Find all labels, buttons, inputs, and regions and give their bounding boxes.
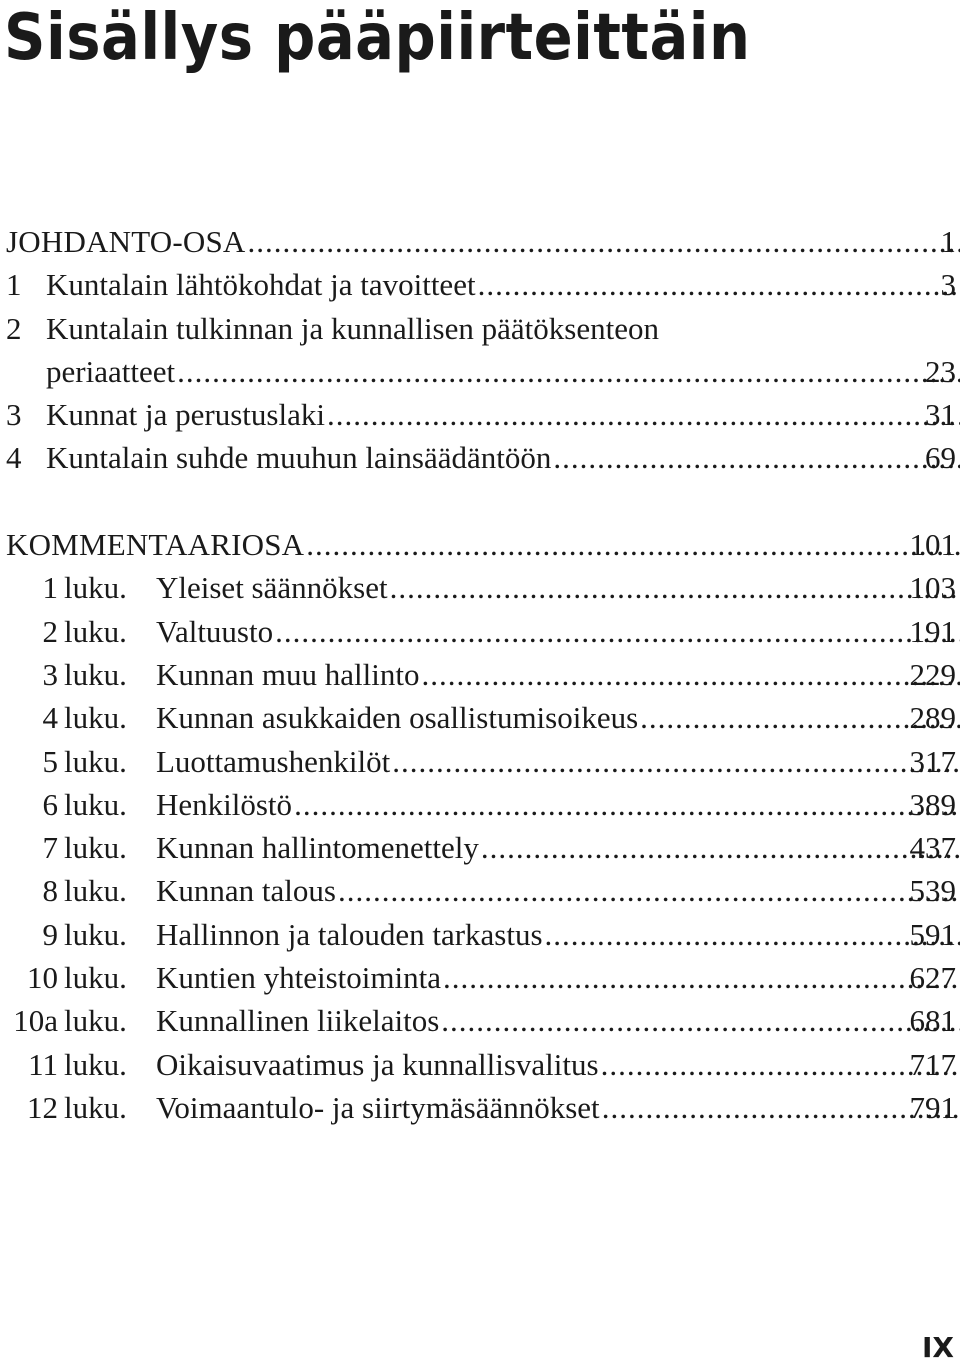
toc-entry-page: 681 — [909, 1003, 956, 1039]
toc-entry-number: 2 — [6, 310, 22, 346]
chapter-word: luku. — [64, 656, 127, 692]
toc-entry[interactable] — [0, 307, 960, 350]
toc-entry-title: Kunnan talous — [156, 873, 336, 909]
chapter-word: luku. — [64, 700, 127, 736]
toc-chapter-entry[interactable] — [0, 956, 960, 999]
chapter-number: 10 — [27, 960, 58, 996]
dot-leader — [545, 913, 960, 956]
toc-entry[interactable] — [0, 263, 960, 306]
dot-leader — [248, 220, 960, 263]
toc-entry-page: 23 — [925, 353, 956, 389]
dot-leader — [553, 436, 960, 479]
toc-entry-page: 627 — [909, 960, 956, 996]
toc-chapter-entry[interactable] — [0, 1043, 960, 1086]
toc-entry-page: 289 — [909, 700, 956, 736]
toc-entry-page: 69 — [925, 440, 956, 476]
toc-entry-title: Henkilöstö — [156, 786, 293, 822]
chapter-word: luku. — [64, 1003, 127, 1039]
toc-entry-page: 3 — [940, 267, 956, 303]
dot-leader — [481, 826, 960, 869]
chapter-word: luku. — [64, 1046, 127, 1082]
chapter-word: luku. — [64, 916, 127, 952]
chapter-number: 12 — [27, 1089, 58, 1125]
toc-entry-page: 389 — [909, 786, 956, 822]
toc-entry-title: Kuntalain tulkinnan ja kunnallisen päätöksenteon — [46, 310, 659, 346]
toc-entry-title: KOMMENTAARIOSA — [6, 527, 305, 563]
dot-leader — [443, 956, 960, 999]
dot-leader — [275, 610, 960, 653]
toc-entry[interactable] — [0, 436, 960, 479]
chapter-number: 7 — [42, 830, 58, 866]
chapter-word: luku. — [64, 613, 127, 649]
toc-entry-page: 191 — [909, 613, 956, 649]
chapter-word: luku. — [64, 960, 127, 996]
toc-entry-title: Valtuusto — [156, 613, 274, 649]
chapter-number: 8 — [42, 873, 58, 909]
dot-leader — [306, 523, 960, 566]
toc-entry-title: Kunnallinen liikelaitos — [156, 1003, 440, 1039]
dot-leader — [390, 566, 960, 609]
toc-chapter-entry[interactable] — [0, 826, 960, 869]
page-title: Sisällys pääpiirteittäin — [4, 1, 751, 75]
toc-entry-page: 229 — [909, 656, 956, 692]
toc-chapter-entry[interactable] — [0, 653, 960, 696]
toc-entry-title: Kunnan hallintomenettely — [156, 830, 479, 866]
chapter-list — [0, 566, 960, 1129]
dot-leader — [327, 393, 960, 436]
dot-leader — [441, 999, 960, 1042]
dot-leader — [338, 869, 960, 912]
chapter-word: luku. — [64, 873, 127, 909]
chapter-word: luku. — [64, 743, 127, 779]
toc-chapter-entry[interactable] — [0, 566, 960, 609]
toc-entry-title: JOHDANTO-OSA — [6, 224, 246, 259]
dot-leader — [421, 653, 960, 696]
toc-entry-title: Kuntalain suhde muuhun lainsäädäntöön — [46, 440, 552, 476]
toc-entry-page: 31 — [925, 397, 956, 433]
chapter-word: luku. — [64, 1089, 127, 1125]
toc-entry-page: 437 — [909, 830, 956, 866]
toc-chapter-entry[interactable] — [0, 740, 960, 783]
dot-leader — [294, 783, 960, 826]
toc-entry-title: Voimaantulo- ja siirtymäsäännökset — [156, 1089, 600, 1125]
toc-entry-continuation[interactable] — [0, 350, 960, 393]
toc-chapter-entry[interactable] — [0, 696, 960, 739]
toc-entry-title: periaatteet — [46, 353, 176, 389]
toc-entry-page: 103 — [909, 570, 956, 606]
chapter-number: 6 — [42, 786, 58, 822]
toc-chapter-entry[interactable] — [0, 913, 960, 956]
toc-entry-page: 791 — [909, 1089, 956, 1125]
toc-entry-page: 1 — [940, 224, 956, 259]
toc-entry-title: Yleiset säännökset — [156, 570, 388, 606]
toc-entry-title: Kunnan muu hallinto — [156, 656, 420, 692]
toc-section-heading-kommentaari[interactable] — [0, 523, 960, 566]
toc-entry-title: Oikaisuvaatimus ja kunnallisvalitus — [156, 1046, 599, 1082]
chapter-word: luku. — [64, 786, 127, 822]
dot-leader — [392, 740, 960, 783]
chapter-number: 5 — [42, 743, 58, 779]
toc-entry-title: Kuntalain lähtökohdat ja tavoitteet — [46, 267, 476, 303]
toc-chapter-entry[interactable] — [0, 999, 960, 1042]
chapter-number: 10a — [13, 1003, 58, 1039]
toc-entry-title: Kunnan asukkaiden osallistumisoikeus — [156, 700, 639, 736]
table-of-contents — [0, 220, 960, 1129]
toc-entry-page: 717 — [909, 1046, 956, 1082]
toc-entry-page: 101 — [909, 527, 956, 563]
toc-chapter-entry[interactable] — [0, 610, 960, 653]
toc-entry[interactable] — [0, 393, 960, 436]
dot-leader — [601, 1043, 960, 1086]
toc-entry-title: Kunnat ja perustuslaki — [46, 397, 325, 433]
toc-chapter-entry[interactable] — [0, 869, 960, 912]
toc-entry-number: 4 — [6, 440, 22, 476]
toc-entry-title: Luottamushenkilöt — [156, 743, 391, 779]
toc-entry-page: 539 — [909, 873, 956, 909]
toc-entry-page: 591 — [909, 916, 956, 952]
toc-section-heading-johdanto[interactable] — [0, 220, 960, 263]
chapter-number: 11 — [28, 1046, 58, 1082]
dot-leader — [602, 1086, 960, 1129]
chapter-word: luku. — [64, 570, 127, 606]
toc-chapter-entry[interactable] — [0, 1086, 960, 1129]
chapter-number: 3 — [42, 656, 58, 692]
toc-entry-number: 3 — [6, 397, 22, 433]
dot-leader — [177, 350, 960, 393]
toc-entry-title: Hallinnon ja talouden tarkastus — [156, 916, 543, 952]
page-number-folio: IX — [921, 1331, 954, 1364]
toc-entry-title: Kuntien yhteistoiminta — [156, 960, 441, 996]
toc-entry-number: 1 — [6, 267, 22, 303]
toc-chapter-entry[interactable] — [0, 783, 960, 826]
chapter-number: 4 — [42, 700, 58, 736]
chapter-number: 9 — [42, 916, 58, 952]
chapter-word: luku. — [64, 830, 127, 866]
toc-entry-page: 317 — [909, 743, 956, 779]
dot-leader — [478, 263, 960, 306]
chapter-number: 1 — [42, 570, 58, 606]
chapter-number: 2 — [42, 613, 58, 649]
